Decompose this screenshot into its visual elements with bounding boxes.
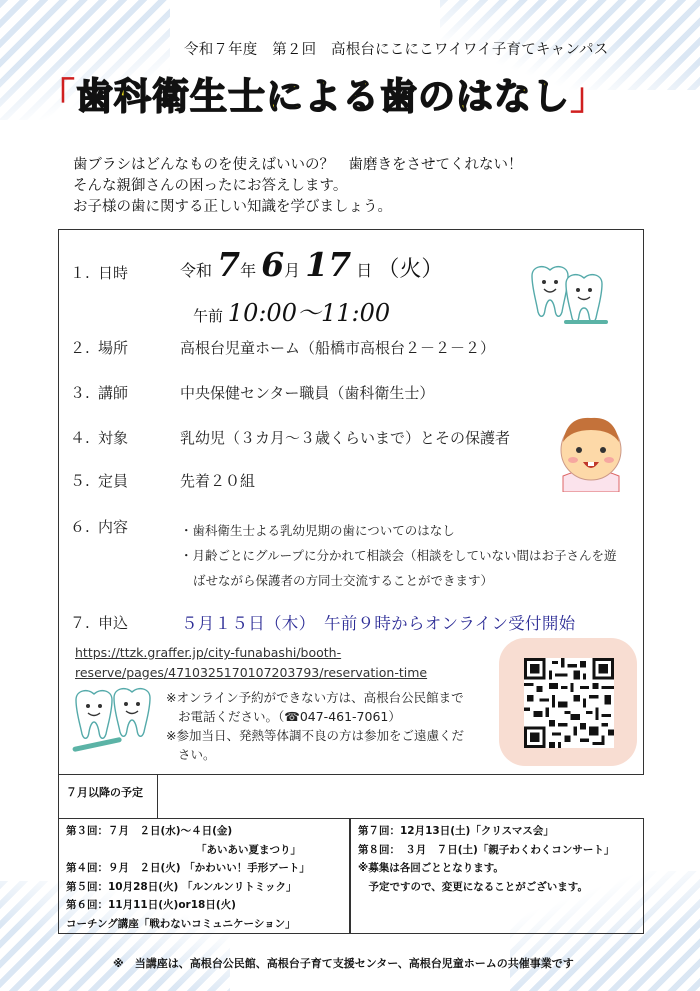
page-title	[38, 66, 608, 120]
reservation-notes	[166, 688, 464, 764]
date-label: 日時	[98, 264, 129, 282]
target-label: 対象	[98, 429, 129, 447]
schedule-item: 予定ですので、変更になることがございます。	[358, 880, 588, 893]
baby-illustration	[549, 408, 633, 492]
schedule-heading: ７月以降の予定	[66, 786, 143, 799]
apply-info: ５月１５日（木） 午前９時からオンライン受付開始	[181, 614, 576, 633]
schedule-divider	[349, 818, 351, 934]
capacity-value: 先着２０組	[180, 472, 256, 490]
schedule-item: ※募集は各回ごととなります。	[358, 862, 504, 874]
footer-note: ※ 当講座は、高根台公民館、高根台子育て支援センター、高根台児童ホームの共催事業です	[113, 957, 574, 970]
place-number: ２.	[70, 339, 90, 357]
schedule-item: 第５回：10月28日(火) 「ルンルンリトミック」	[66, 880, 297, 893]
schedule-item: 第４回：９月 ２日(火) 「かわいい！手形アート」	[66, 862, 310, 874]
schedule-item: 第６回：11月11日(火)or18日(火)	[66, 899, 236, 911]
capacity-label: 定員	[98, 472, 129, 490]
target-number: ４.	[70, 429, 90, 447]
intro-text	[73, 155, 523, 218]
series-subtitle: 令和７年度 第２回 高根台にこにこワイワイ子育てキャンパス	[184, 42, 609, 58]
place-row	[70, 337, 496, 358]
lecturer-label: 講師	[98, 384, 129, 402]
time-range: 10:00〜11:00	[227, 299, 391, 327]
date-year: 7	[217, 245, 241, 284]
content-row	[70, 516, 128, 537]
date-month-unit: 月	[284, 261, 301, 280]
title-text: 歯科衛生士による歯のはなし	[76, 75, 570, 118]
lecturer-row	[70, 382, 435, 403]
date-number: １.	[70, 264, 90, 282]
event-time	[193, 293, 390, 328]
content-bullet: ・月齢ごとにグループに分かれて相談会（相談をしていない間はお子さんを遊	[180, 548, 617, 563]
content-bullet: ・歯科衛生士よる乳幼児期の歯についてのはなし	[180, 523, 455, 538]
place-value: 高根台児童ホーム（船橋市高根台２－２－２）	[180, 339, 496, 357]
date-month: 6	[261, 245, 285, 284]
qr-code[interactable]	[524, 658, 614, 748]
schedule-item: 第８回： ３月 ７日(土)「親子わくわくコンサート」	[358, 843, 615, 856]
note-line: ※オンライン予約ができない方は、高根台公民館まで	[166, 690, 464, 705]
note-line: さい。	[178, 747, 216, 762]
schedule-item: 第７回：12月13日(土)「クリスマス会」	[358, 825, 554, 837]
place-label: 場所	[98, 339, 129, 357]
schedule-left-column	[66, 822, 310, 933]
reservation-link-line[interactable]: https://ttzk.graffer.jp/city-funabashi/booth-	[75, 645, 342, 660]
lecturer-number: ３.	[70, 384, 90, 402]
time-prefix: 午前	[193, 307, 224, 325]
tooth-brushing-illustration	[70, 686, 160, 752]
intro-line: 歯ブラシはどんなものを使えばいいの？ 歯磨きをさせてくれない！	[73, 157, 523, 173]
apply-label: 申込	[98, 614, 129, 632]
schedule-item: 第３回：７月 ２日(水)〜４日(金)	[66, 825, 233, 837]
note-line: ※参加当日、発熱等体調不良の方は参加をご遠慮くだ	[166, 728, 464, 743]
target-value: 乳幼児（３カ月〜３歳くらいまで）とその保護者	[180, 429, 511, 447]
target-row	[70, 427, 511, 448]
capacity-number: ５.	[70, 472, 90, 490]
date-year-unit: 年	[240, 261, 257, 280]
schedule-item: コーチング講座「戦わないコミュニケーション」	[66, 917, 296, 930]
title-bracket-close: 」	[570, 75, 608, 118]
schedule-right-column	[358, 822, 614, 896]
note-line: お電話ください。（☎047-461-7061）	[178, 709, 401, 724]
date-era: 令和	[180, 261, 213, 280]
apply-row	[70, 612, 128, 633]
date-day: 17	[305, 245, 352, 284]
apply-number: ７.	[70, 614, 90, 632]
content-label: 内容	[98, 518, 129, 536]
tooth-characters-illustration	[524, 262, 610, 332]
intro-line: そんな親御さんの困ったにお答えします。	[73, 178, 348, 194]
reservation-link-line[interactable]: reserve/pages/4710325170107203793/reservation-time	[75, 665, 428, 680]
date-day-unit: 日	[356, 261, 373, 280]
schedule-item: 「あいあい夏まつり」	[196, 843, 301, 856]
content-bullets	[180, 518, 617, 593]
event-date	[180, 245, 443, 284]
date-row	[70, 262, 128, 283]
content-number: ６.	[70, 518, 90, 536]
reservation-link[interactable]	[75, 643, 427, 683]
date-weekday: （火）	[377, 257, 444, 282]
content-bullet-continued: ばせながら保護者の方同士交流することができます）	[193, 573, 494, 588]
title-bracket-open: 「	[38, 75, 76, 118]
capacity-row	[70, 470, 256, 491]
intro-line: お子様の歯に関する正しい知識を学びましょう。	[73, 199, 392, 215]
lecturer-value: 中央保健センター職員（歯科衛生士）	[180, 384, 435, 402]
